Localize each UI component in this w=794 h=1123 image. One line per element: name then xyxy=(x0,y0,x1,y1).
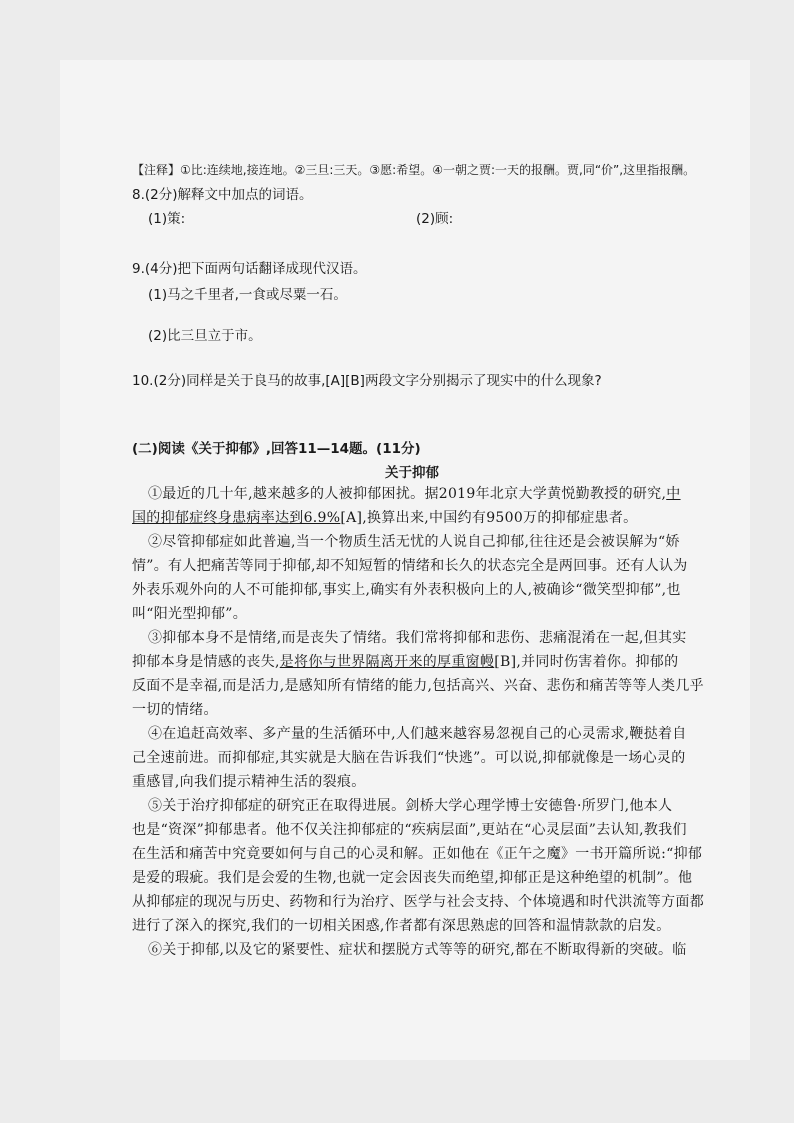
paragraph-2-line: 叫“阳光型抑郁”。 xyxy=(132,606,248,622)
paragraph-6-line: ⑥关于抑郁,以及它的紧要性、症状和摆脱方式等等的研究,都在不断取得新的突破。临 xyxy=(148,942,687,958)
paragraph-4-line: ④在追赶高效率、多产量的生活循环中,人们越来越容易忽视自己的心灵需求,鞭挞着自 xyxy=(148,726,687,742)
paragraph-2-line: 外表乐观外向的人不可能抑郁,事实上,确实有外表积极向上的人,被确诊“微笑型抑郁”,也 xyxy=(132,582,681,598)
paragraph-5-line: 是爱的瑕疵。我们是会爱的生物,也就一定会因丧失而绝望,抑郁正是这种绝望的机制”。他 xyxy=(132,870,693,886)
underlined-phrase-a: 中 xyxy=(666,486,681,502)
paragraph-5-line: 进行了深入的探究,我们的一切相关困惑,作者都有深思熟虑的回答和温情款款的启发。 xyxy=(132,918,671,934)
question-9-item-1: (1)马之千里者,一食或尽粟一石。 xyxy=(148,287,347,303)
question-8-item-1: (1)策: xyxy=(148,211,186,227)
paragraph-3-line: ③抑郁本身不是情绪,而是丧失了情绪。我们常将抑郁和悲伤、悲痛混淆在一起,但其实 xyxy=(148,630,687,646)
paragraph-1-line: ①最近的几十年,越来越多的人被抑郁困扰。据2019年北京大学黄悦勤教授的研究,中 xyxy=(148,486,681,502)
underlined-phrase-a-cont: 国的抑郁症终身患病率达到6.9% xyxy=(132,510,341,526)
paragraph-5-line: 在生活和痛苦中究竟要如何与自己的心灵和解。正如他在《正午之魔》一书开篇所说:“抑郁 xyxy=(132,846,703,862)
section-heading: (二)阅读《关于抑郁》,回答11—14题。(11分) xyxy=(132,441,421,457)
paragraph-3-line: 抑郁本身是情感的丧失,是将你与世界隔离开来的厚重窗幔[B],并同时伤害着你。抑郁的 xyxy=(132,654,679,670)
question-9-item-2: (2)比三旦立于市。 xyxy=(148,328,262,344)
question-8-stem: 8.(2分)解释文中加点的词语。 xyxy=(132,187,313,203)
paragraph-3-line: 一切的情绪。 xyxy=(132,702,218,718)
paragraph-3-line: 反面不是幸福,而是活力,是感知所有情绪的能力,包括高兴、兴奋、悲伤和痛苦等等人类几乎 xyxy=(132,678,704,694)
paragraph-4-line: 己全速前进。而抑郁症,其实就是大脑在告诉我们“快逃”。可以说,抑郁就像是一场心灵的 xyxy=(132,750,686,766)
paragraph-1-line: 国的抑郁症终身患病率达到6.9%[A],换算出来,中国约有9500万的抑郁症患者。 xyxy=(132,510,638,526)
underlined-phrase-b: 是将你与世界隔离开来的厚重窗幔 xyxy=(279,654,495,670)
article-title: 关于抑郁 xyxy=(385,465,439,481)
paragraph-5-line: 从抑郁症的现况与历史、药物和行为治疗、医学与社会支持、个体境遇和时代洪流等方面都 xyxy=(132,894,704,910)
question-10-stem: 10.(2分)同样是关于良马的故事,[A][B]两段文字分别揭示了现实中的什么现象? xyxy=(132,373,602,389)
paragraph-5-line: ⑤关于治疗抑郁症的研究正在取得进展。剑桥大学心理学博士安德鲁·所罗门,他本人 xyxy=(148,798,673,814)
question-9-stem: 9.(4分)把下面两句话翻译成现代汉语。 xyxy=(132,261,367,277)
question-8-item-2: (2)顾: xyxy=(416,211,454,227)
paragraph-4-line: 重感冒,向我们提示精神生活的裂痕。 xyxy=(132,774,366,790)
annotation-note: 【注释】①比:连续地,接连地。②三旦:三天。③愿:希望。④一朝之贾:一天的报酬。贾,同“价”,这里指报酬。 xyxy=(132,163,696,177)
paragraph-2-line: ②尽管抑郁症如此普遍,当一个物质生活无忧的人说自己抑郁,往往还是会被误解为“娇 xyxy=(148,534,680,550)
paragraph-2-line: 情”。有人把痛苦等同于抑郁,却不知短暂的情绪和长久的状态完全是两回事。还有人认为 xyxy=(132,558,688,574)
paragraph-5-line: 也是“资深”抑郁患者。他不仅关注抑郁症的“疾病层面”,更站在“心灵层面”去认知,教我们 xyxy=(132,822,687,838)
